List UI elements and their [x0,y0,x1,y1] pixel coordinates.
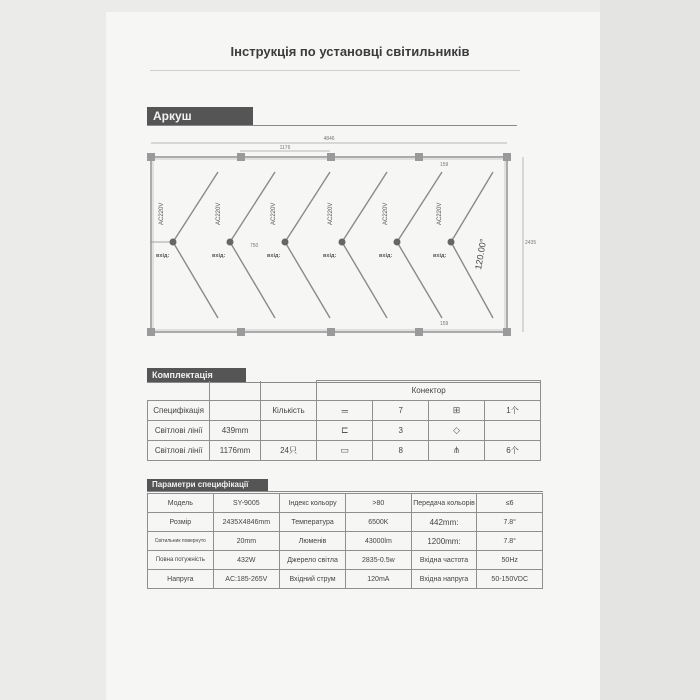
section-header-sheet: Аркуш [147,107,253,125]
installation-drawing [140,130,540,350]
connector-qty [485,421,541,441]
param-label: Вхідний струм [279,570,345,589]
connector-qty: 8 [373,441,429,461]
document-title: Інструкція по установці світильників [230,44,470,59]
t-connector-icon: ⊞ [452,405,461,415]
voltage-label: AC220V [271,202,277,225]
spec-qty [260,421,316,441]
param-label: 442mm: [411,513,477,532]
param-value: 2435X4846mm [213,513,279,532]
param-value: ≤6 [477,494,543,513]
param-value: 50-150VDC [477,570,543,589]
qty-header: Кількість [260,401,316,421]
param-label: Розмір [148,513,214,532]
voltage-label: AC220V [216,202,222,225]
angle-label: 120.00° [473,237,489,271]
spec-qty: 24只 [260,441,316,461]
param-label: Модель [148,494,214,513]
spec-size: 439mm [210,421,261,441]
spec-name: Світлові лінії [148,441,210,461]
line-connector-icon: ═ [341,405,348,416]
param-value: 6500K [346,513,412,532]
connector-qty: 6个 [485,441,541,461]
param-value: 43000lm [346,532,412,551]
param-value: 50Hz [477,551,543,570]
voltage-label: AC220V [328,202,334,225]
y-connector-icon: ⋔ [452,445,461,455]
input-label: вхід: [323,253,337,259]
param-label: Джерело світла [279,551,345,570]
dim-inner: 750 [250,243,259,249]
param-value: 7.8° [477,513,543,532]
param-label: 1200mm: [411,532,477,551]
dim-total-width: 4846 [323,136,335,142]
spec-header: Специфікація [148,401,210,421]
connector-qty: 7 [373,401,429,421]
param-label: Світильник повернуто [148,532,214,551]
param-label: Люменів [279,532,345,551]
kit-table [147,380,541,461]
param-label: Температура [279,513,345,532]
param-value: 7.8° [477,532,543,551]
spec-name: Світлові лінії [148,421,210,441]
background-margin [600,0,700,700]
param-label: Індекс кольору [279,494,345,513]
voltage-label: AC220V [383,202,389,225]
input-label: вхід: [433,253,447,259]
input-label: вхід: [212,253,226,259]
param-label: Повна потужність [148,551,214,570]
voltage-label: AC220V [437,202,443,225]
input-label: вхід: [379,253,393,259]
section-divider [147,491,543,492]
param-value: AC:185-265V [213,570,279,589]
param-label: Вхідна напруга [411,570,477,589]
input-label: вхід: [156,253,170,259]
dim-top-small: 159 [440,162,449,168]
input-label: вхід: [267,253,281,259]
voltage-label: AC220V [159,202,165,225]
params-table [147,493,543,589]
param-label: Передача кольорів [411,494,477,513]
dim-bottom-small: 159 [440,321,449,327]
param-label: Вхідна частота [411,551,477,570]
dim-segment: 1176 [279,145,291,151]
param-value: 432W [213,551,279,570]
param-label: Напруга [148,570,214,589]
connector-header: Конектор [317,381,541,401]
param-value: 20mm [213,532,279,551]
connector-qty: 3 [373,421,429,441]
param-value: 120mA [346,570,412,589]
section-divider [147,125,517,126]
param-value: 2835-0.5w [346,551,412,570]
param-value: SY-9005 [213,494,279,513]
spec-size: 1176mm [210,441,261,461]
corner-connector-icon: ⊏ [340,425,349,435]
v-connector-icon: ◇ [453,425,461,435]
title-divider [150,70,520,71]
connector-qty: 1个 [485,401,541,421]
section-header-params: Параметри специфікації [147,479,268,491]
section-header-kit: Комплектація [147,368,246,382]
dim-height: 2435 [525,240,537,246]
param-value: >80 [346,494,412,513]
straight-connector-icon: ▭ [340,445,350,455]
